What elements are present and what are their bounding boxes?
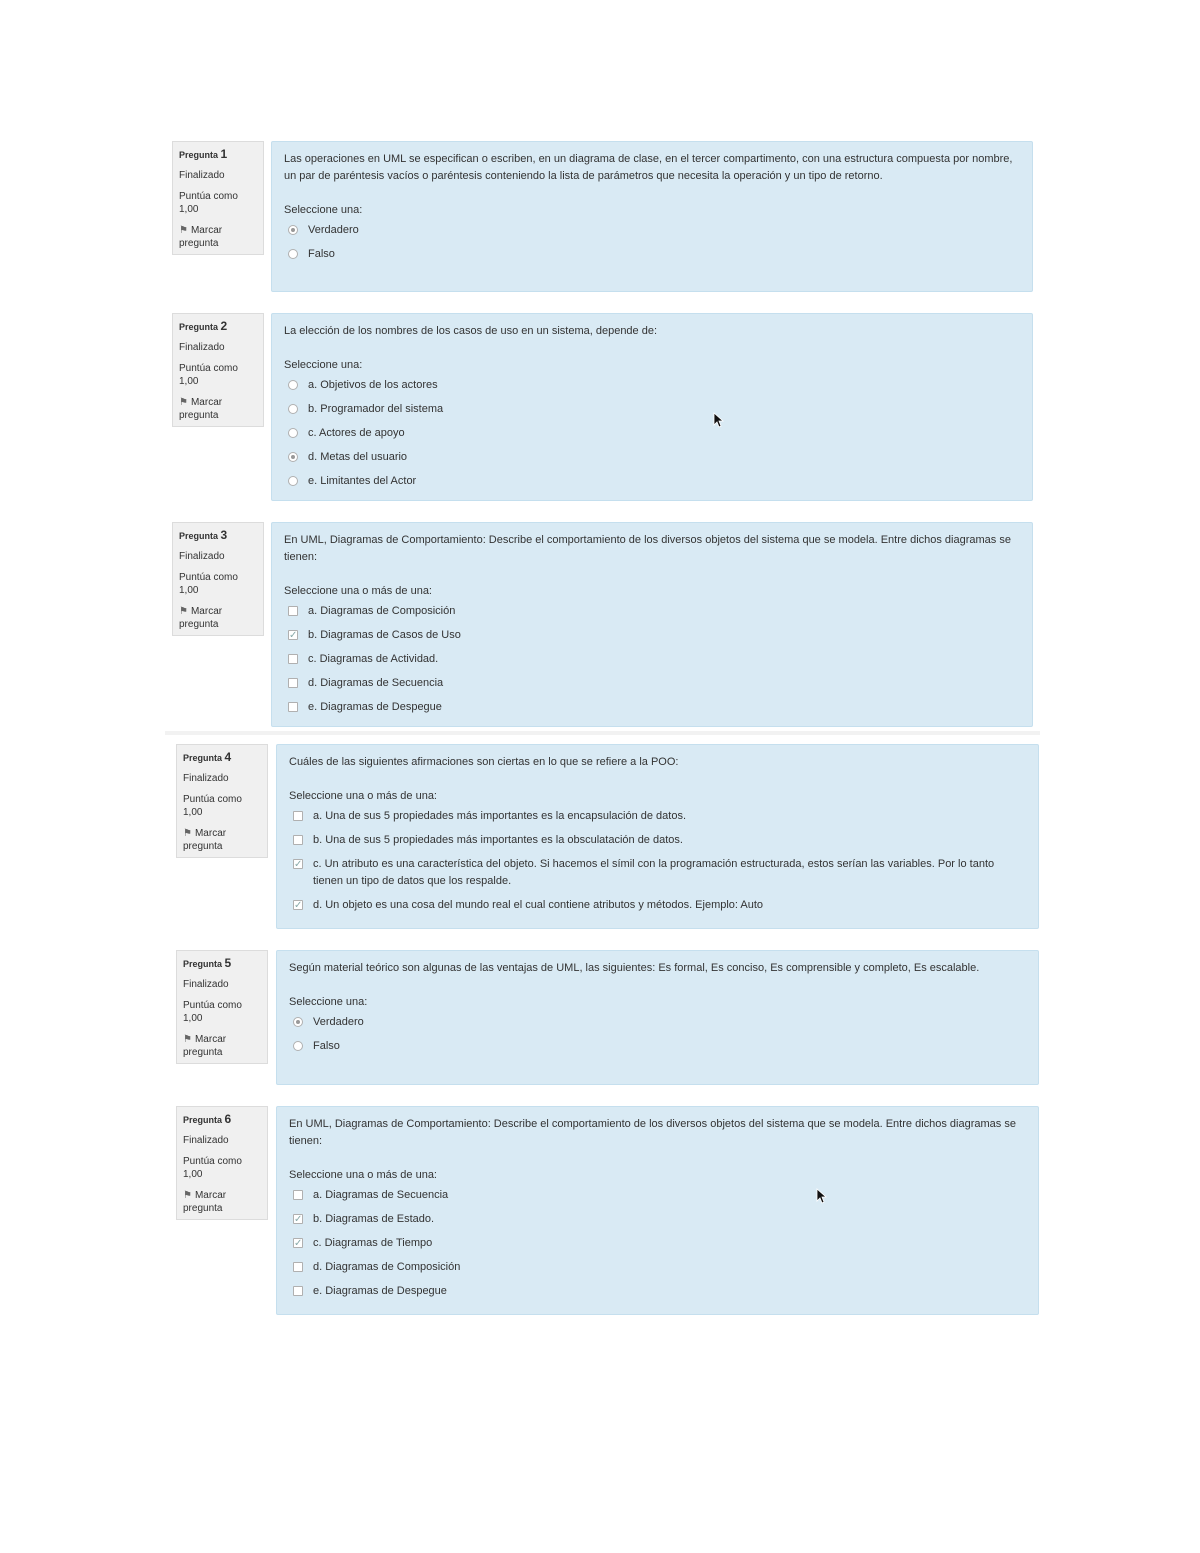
checkbox[interactable]	[293, 1286, 303, 1296]
answer-option[interactable]	[284, 603, 1020, 627]
question-number	[183, 957, 262, 971]
question-content	[276, 950, 1039, 1085]
flag-question-label: Marcar pregunta	[179, 225, 223, 249]
question-number-value: 4	[224, 750, 232, 764]
question-number-value: 2	[220, 319, 228, 333]
question-info-panel	[176, 744, 268, 858]
question-points: Puntúa como 1,00	[183, 794, 242, 818]
question-number-value: 6	[224, 1112, 232, 1126]
flag-question-link[interactable]	[179, 224, 258, 250]
flag-icon: ⚑	[183, 1190, 192, 1201]
radio-button[interactable]	[288, 428, 298, 438]
answer-label: b. Programador del sistema	[308, 403, 444, 415]
checkbox[interactable]	[293, 811, 303, 821]
answer-label: b. Diagramas de Estado.	[313, 1213, 435, 1225]
question-status: Finalizado	[179, 551, 225, 562]
question-points: Puntúa como 1,00	[179, 572, 238, 596]
radio-button[interactable]	[288, 404, 298, 414]
radio-button[interactable]	[288, 452, 298, 462]
checkbox[interactable]	[293, 1238, 303, 1248]
question-number-label: Pregunta	[183, 753, 223, 763]
checkbox[interactable]	[288, 654, 298, 664]
question-number	[183, 1113, 262, 1127]
answer-label: Falso	[313, 1040, 340, 1052]
answer-option[interactable]	[289, 1187, 1026, 1211]
answer-prompt: Seleccione una o más de una:	[289, 1169, 437, 1181]
question-number-value: 3	[220, 528, 228, 542]
checkbox[interactable]	[288, 630, 298, 640]
question-text: Según material teórico son algunas de las ventajas de UML, las siguientes: Es formal, Es conciso, Es comprensible y completo, Es escalable.	[289, 962, 980, 974]
answer-option[interactable]	[289, 1014, 1026, 1038]
answer-label: d. Metas del usuario	[308, 451, 408, 463]
answer-option[interactable]	[289, 856, 1026, 897]
answer-option[interactable]	[284, 425, 1020, 449]
answer-option[interactable]	[284, 246, 1020, 270]
answer-label: c. Un atributo es una característica del objeto. Si hacemos el símil con la programación estructurada, estos serían las variables. Por lo tanto tienen un tipo de datos que los respalde.	[313, 858, 995, 887]
flag-question-link[interactable]	[179, 396, 258, 422]
question-points: Puntúa como 1,00	[179, 191, 238, 215]
question-number-value: 5	[224, 956, 232, 970]
answer-option[interactable]	[289, 897, 1026, 921]
answer-label: a. Diagramas de Secuencia	[313, 1189, 449, 1201]
question-content	[271, 141, 1033, 292]
answer-label: e. Diagramas de Despegue	[313, 1285, 447, 1297]
question-points: Puntúa como 1,00	[183, 1156, 242, 1180]
radio-button[interactable]	[293, 1041, 303, 1051]
question-text: En UML, Diagramas de Comportamiento: Describe el comportamiento de los diversos objetos del sistema que se modela. Entre dichos diagramas se tienen:	[284, 534, 1011, 563]
flag-question-label: Marcar pregunta	[183, 1034, 227, 1058]
answer-option[interactable]	[284, 377, 1020, 401]
question-status: Finalizado	[179, 170, 225, 181]
answer-label: d. Un objeto es una cosa del mundo real el cual contiene atributos y métodos. Ejemplo: Auto	[313, 899, 764, 911]
flag-question-link[interactable]	[183, 827, 262, 853]
question-text: La elección de los nombres de los casos de uso en un sistema, depende de:	[284, 325, 658, 337]
checkbox[interactable]	[288, 606, 298, 616]
answer-option[interactable]	[289, 1283, 1026, 1307]
answer-option[interactable]	[284, 627, 1020, 651]
answer-option[interactable]	[289, 832, 1026, 856]
checkbox[interactable]	[293, 1262, 303, 1272]
question-number-value: 1	[220, 147, 228, 161]
question-text: Las operaciones en UML se especifican o escriben, en un diagrama de clase, en el tercer compartimento, con una estructura compuesta por nombre, un par de paréntesis vacíos o paréntesis conteniendo la lista de parámetros que necesita la operación y un tipo de retorno.	[284, 153, 1013, 182]
question-content	[271, 313, 1033, 501]
mouse-cursor-icon	[713, 412, 725, 428]
answer-prompt: Seleccione una o más de una:	[284, 585, 432, 597]
flag-question-label: Marcar pregunta	[179, 397, 223, 421]
question-status: Finalizado	[179, 342, 225, 353]
question-info-panel	[172, 313, 264, 427]
answer-label: Verdadero	[308, 224, 359, 236]
question-status: Finalizado	[183, 773, 229, 784]
answer-option[interactable]	[289, 1235, 1026, 1259]
question-content	[276, 1106, 1039, 1315]
answer-option[interactable]	[284, 699, 1020, 723]
question-number-label: Pregunta	[179, 322, 219, 332]
checkbox[interactable]	[293, 900, 303, 910]
question-info-panel	[172, 141, 264, 255]
question-number-label: Pregunta	[179, 531, 219, 541]
flag-question-link[interactable]	[183, 1189, 262, 1215]
flag-question-label: Marcar pregunta	[183, 1190, 227, 1214]
answer-option[interactable]	[289, 808, 1026, 832]
question-number	[179, 529, 258, 543]
answer-label: d. Diagramas de Composición	[313, 1261, 461, 1273]
question-status: Finalizado	[183, 1135, 229, 1146]
answer-label: c. Actores de apoyo	[308, 427, 405, 439]
checkbox[interactable]	[293, 835, 303, 845]
answer-prompt: Seleccione una o más de una:	[289, 790, 437, 802]
flag-icon: ⚑	[179, 606, 188, 617]
answer-prompt: Seleccione una:	[284, 204, 363, 216]
radio-button[interactable]	[288, 380, 298, 390]
checkbox[interactable]	[293, 1214, 303, 1224]
flag-icon: ⚑	[183, 828, 192, 839]
answer-option[interactable]	[289, 1259, 1026, 1283]
question-number	[179, 320, 258, 334]
checkbox[interactable]	[293, 859, 303, 869]
radio-button[interactable]	[288, 225, 298, 235]
question-info-panel	[176, 950, 268, 1064]
flag-icon: ⚑	[179, 225, 188, 236]
radio-button[interactable]	[288, 249, 298, 259]
answer-label: c. Diagramas de Tiempo	[313, 1237, 433, 1249]
answer-label: b. Diagramas de Casos de Uso	[308, 629, 461, 641]
answer-label: b. Una de sus 5 propiedades más importantes es la obsculatación de datos.	[313, 834, 683, 846]
answer-option[interactable]	[284, 675, 1020, 699]
checkbox[interactable]	[288, 678, 298, 688]
answer-option[interactable]	[284, 449, 1020, 473]
question-number	[179, 148, 258, 162]
radio-button[interactable]	[288, 476, 298, 486]
question-number-label: Pregunta	[183, 959, 223, 969]
answer-option[interactable]	[289, 1038, 1026, 1062]
answer-label: d. Diagramas de Secuencia	[308, 677, 444, 689]
question-points: Puntúa como 1,00	[183, 1000, 242, 1024]
answer-label: a. Objetivos de los actores	[308, 379, 438, 391]
flag-question-link[interactable]	[179, 605, 258, 631]
answer-option[interactable]	[284, 401, 1020, 425]
question-number-label: Pregunta	[183, 1115, 223, 1125]
checkbox[interactable]	[293, 1190, 303, 1200]
flag-icon: ⚑	[183, 1034, 192, 1045]
question-number	[183, 751, 262, 765]
question-content	[276, 744, 1039, 929]
answer-option[interactable]	[289, 1211, 1026, 1235]
question-text: En UML, Diagramas de Comportamiento: Describe el comportamiento de los diversos objetos del sistema que se modela. Entre dichos diagramas se tienen:	[289, 1118, 1016, 1147]
question-info-panel	[176, 1106, 268, 1220]
question-number-label: Pregunta	[179, 150, 219, 160]
flag-question-label: Marcar pregunta	[179, 606, 223, 630]
radio-button[interactable]	[293, 1017, 303, 1027]
flag-question-label: Marcar pregunta	[183, 828, 227, 852]
answer-prompt: Seleccione una:	[289, 996, 368, 1008]
answer-label: Verdadero	[313, 1016, 364, 1028]
answer-prompt: Seleccione una:	[284, 359, 363, 371]
question-points: Puntúa como 1,00	[179, 363, 238, 387]
question-info-panel	[172, 522, 264, 636]
answer-label: Falso	[308, 248, 335, 260]
answer-option[interactable]	[284, 651, 1020, 675]
answer-label: a. Una de sus 5 propiedades más importantes es la encapsulación de datos.	[313, 810, 687, 822]
question-status: Finalizado	[183, 979, 229, 990]
question-content	[271, 522, 1033, 727]
section-divider	[165, 731, 1040, 735]
flag-question-link[interactable]	[183, 1033, 262, 1059]
mouse-cursor-icon	[816, 1188, 828, 1204]
answer-label: c. Diagramas de Actividad.	[308, 653, 439, 665]
flag-icon: ⚑	[179, 397, 188, 408]
answer-label: e. Diagramas de Despegue	[308, 701, 442, 713]
checkbox[interactable]	[288, 702, 298, 712]
question-text: Cuáles de las siguientes afirmaciones son ciertas en lo que se refiere a la POO:	[289, 756, 679, 768]
answer-label: e. Limitantes del Actor	[308, 475, 417, 487]
answer-option[interactable]	[284, 222, 1020, 246]
answer-label: a. Diagramas de Composición	[308, 605, 456, 617]
answer-option[interactable]	[284, 473, 1020, 497]
